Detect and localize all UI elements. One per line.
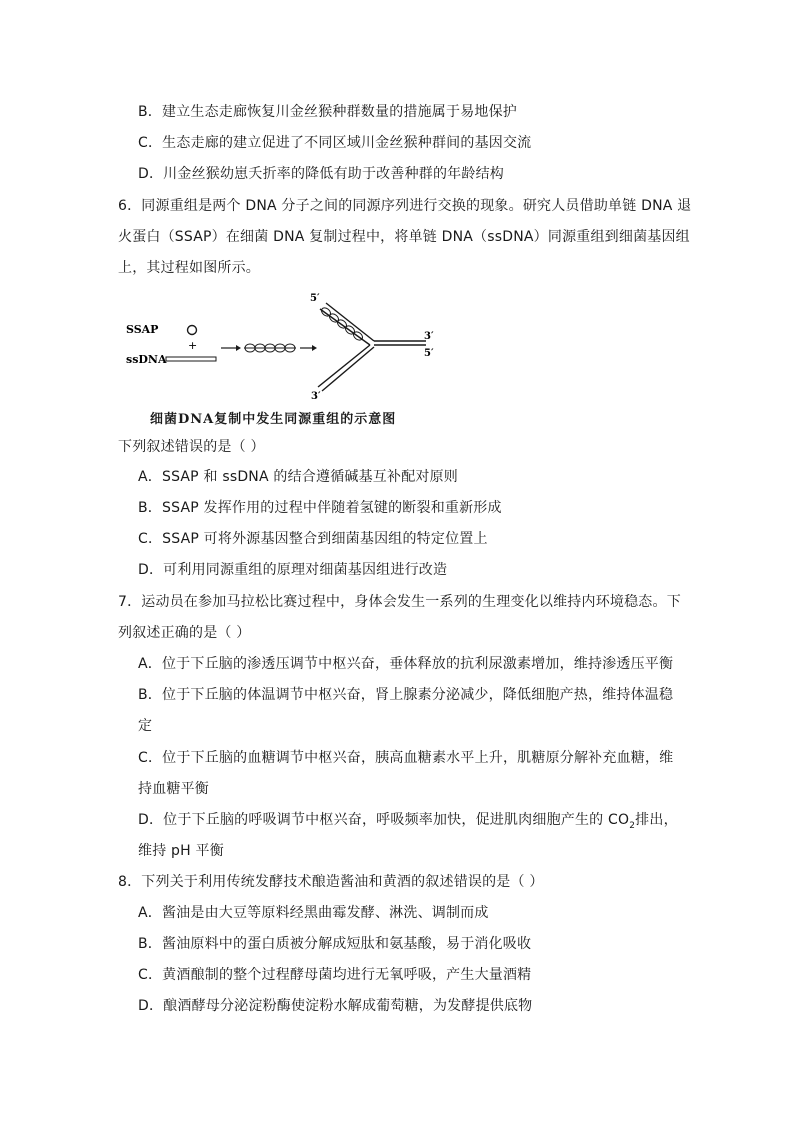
- q7-option-a: A．位于下丘脑的渗透压调节中枢兴奋，垂体释放的抗利尿激素增加，维持渗透压平衡: [138, 656, 674, 672]
- q6-stem-line-1: 6．同源重组是两个 DNA 分子之间的同源序列进行交换的现象。研究人员借助单链 DNA 退: [118, 198, 692, 214]
- three-prime-bottom-label: 3′: [311, 391, 321, 402]
- q6-stem-line-2: 火蛋白（SSAP）在细菌 DNA 复制过程中，将单链 DNA（ssDNA）同源重组到细菌基因组: [118, 229, 690, 245]
- five-prime-right-label: 5′: [424, 348, 434, 359]
- q8-option-c: C．黄酒酿制的整个过程酵母菌均进行无氧呼吸，产生大量酒精: [138, 967, 532, 983]
- q6-stem-line-3: 上，其过程如图所示。: [118, 260, 260, 276]
- q7-option-b-line-1: B．位于下丘脑的体温调节中枢兴奋，肾上腺素分泌减少，降低细胞产热，维持体温稳: [138, 687, 674, 703]
- q7-option-d-text-pre: D．位于下丘脑的呼吸调节中枢兴奋，呼吸频率加快，促进肌肉细胞产生的 CO: [138, 812, 630, 828]
- q7-stem-line-1: 7．运动员在参加马拉松比赛过程中，身体会发生一系列的生理变化以维持内环境稳态。下: [118, 594, 681, 610]
- ssdna-strand: [166, 357, 216, 361]
- three-prime-right-label: 3′: [424, 331, 434, 342]
- q7-option-d-text-post: 排出，: [635, 812, 678, 828]
- ssap-label: SSAP: [126, 323, 159, 336]
- ssap-ssdna-complex: [244, 344, 296, 352]
- q5-option-d: D．川金丝猴幼崽夭折率的降低有助于改善种群的年龄结构: [138, 166, 504, 182]
- q5-option-b: B．建立生态走廊恢复川金丝猴种群数量的措施属于易地保护: [138, 104, 518, 120]
- q6-option-d: D．可利用同源重组的原理对细菌基因组进行改造: [138, 562, 448, 578]
- q5-option-c: C．生态走廊的建立促进了不同区域川金丝猴种群间的基因交流: [138, 135, 532, 151]
- q6-option-a: A．SSAP 和 ssDNA 的结合遵循碱基互补配对原则: [138, 469, 458, 485]
- q8-stem: 8．下列关于利用传统发酵技术酿造酱油和黄酒的叙述错误的是（ ）: [118, 874, 544, 890]
- q8-option-a: A．酱油是由大豆等原料经黑曲霉发酵、淋洗、调制而成: [138, 905, 489, 921]
- ssap-protein-icon: [188, 326, 197, 335]
- q6-option-c: C．SSAP 可将外源基因整合到细菌基因组的特定位置上: [138, 531, 488, 547]
- q6-option-b: B．SSAP 发挥作用的过程中伴随着氢键的断裂和重新形成: [138, 500, 502, 516]
- q7-option-c-line-2: 持血糖平衡: [138, 781, 209, 797]
- co2-subscript: 2: [629, 820, 636, 831]
- homologous-recombination-diagram: [120, 287, 450, 427]
- q6-prompt: 下列叙述错误的是（ ）: [118, 439, 265, 455]
- plus-sign: +: [188, 339, 198, 352]
- five-prime-top-label: 5′: [310, 293, 320, 304]
- q7-option-b-line-2: 定: [138, 718, 153, 734]
- q8-option-d: D．酿酒酵母分泌淀粉酶使淀粉水解成葡萄糖，为发酵提供底物: [138, 998, 533, 1014]
- q8-option-b: B．酱油原料中的蛋白质被分解成短肽和氨基酸，易于消化吸收: [138, 936, 532, 952]
- q7-option-d-line-1: [138, 810, 678, 836]
- arrow-1-head: [236, 345, 241, 351]
- figure-caption: 细菌DNA复制中发生同源重组的示意图: [150, 412, 397, 427]
- q7-option-c-line-1: C．位于下丘脑的血糖调节中枢兴奋，胰高血糖素水平上升，肌糖原分解补充血糖，维: [138, 750, 674, 766]
- ssdna-label: ssDNA: [126, 353, 167, 366]
- q7-stem-line-2: 列叙述正确的是（ ）: [118, 625, 251, 641]
- q7-option-d-line-2: 维持 pH 平衡: [138, 843, 224, 859]
- replication-fork: [318, 303, 426, 391]
- arrow-2-head: [312, 345, 317, 351]
